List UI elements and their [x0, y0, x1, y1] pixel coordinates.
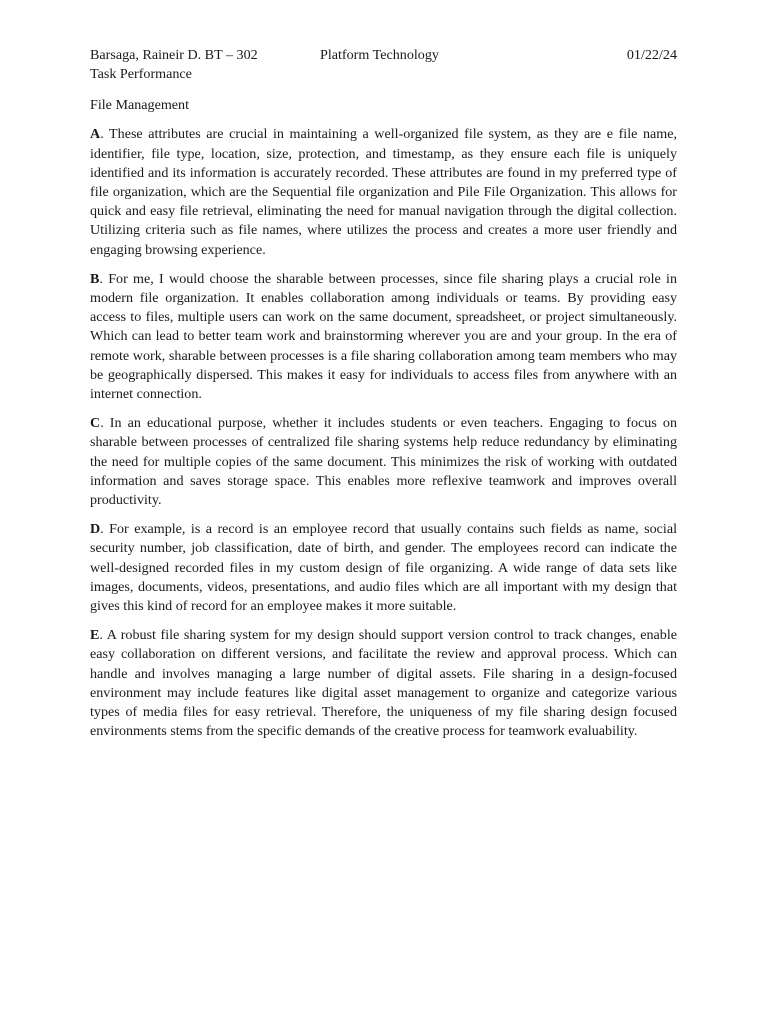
task-subtitle: Task Performance — [90, 66, 192, 82]
section-letter: A — [90, 126, 101, 143]
section-text: . For me, I would choose the sharable between processes, since file sharing plays a crucial role in modern file organization. It enables collaboration among individuals or teams. By providing easy access to files, multiple users can work on the same document, spreadsheet, or project simultaneously. Which can lead to better team work and brainstorming wherever you are and your group. In the era of remote work, sharable between processes is a file sharing collaboration among team members who may be geographically dispersed. This makes it easy for individuals to access files from anywhere with an internet connection. — [90, 270, 677, 403]
section-e — [90, 626, 677, 741]
document-header — [90, 46, 677, 65]
section-d — [90, 520, 677, 616]
document-title: File Management — [90, 97, 190, 114]
section-c — [90, 414, 677, 510]
section-letter: D — [90, 521, 101, 538]
document-page — [90, 46, 677, 742]
section-text: . In an educational purpose, whether it includes students or even teachers. Engaging to focus on sharable between processes of centralized file sharing systems help reduce redundancy by eliminating the need for multiple copies of the same document. This minimizes the risk of working with outdated information and saves storage space. This enables more reflexive teamwork and improves overall productivity. — [90, 415, 677, 509]
section-a — [90, 125, 677, 259]
author-info: Barsaga, Raineir D. BT – 302 — [90, 47, 258, 63]
section-letter: C — [90, 415, 101, 432]
section-text: . A robust file sharing system for my design should support version control to track changes, enable easy collaboration on different versions, and facilitate the review and approval process. Which can handle and involves managing a large number of digital assets. File sharing in a design-focused environment may include features like digital asset management to organize and categorize various types of media files for easy retrieval. Therefore, the uniqueness of my file sharing design focused environments stems from the specific demands of the creative process for teamwork evaluability. — [90, 627, 677, 740]
section-text: . These attributes are crucial in maintaining a well-organized file system, as they are e file name, identifier, file type, location, size, protection, and timestamp, as they ensure each file is uniquely identified and its information is accurately recorded. These attributes are found in my preferred type of file organization, which are the Sequential file organization and Pile File Organization. This allows for quick and easy file retrieval, eliminating the need for manual navigation through the digital collection. Utilizing criteria such as file names, where utilizes the process and creates a more user friendly and engaging browsing experience. — [90, 126, 677, 258]
section-letter: B — [90, 270, 100, 287]
section-b — [90, 270, 677, 404]
section-text: . For example, is a record is an employee record that usually contains such fields as name, social security number, job classification, date of birth, and gender. The employees record can indicate the well-designed recorded files in my custom design of file organizing. A wide range of data sets like images, documents, videos, presentations, and audio files which are all important with my design that gives this kind of record for an employee makes it more suitable. — [90, 521, 677, 615]
course-name: Platform Technology — [320, 47, 439, 63]
section-letter: E — [90, 627, 100, 644]
document-date: 01/22/24 — [626, 47, 677, 63]
